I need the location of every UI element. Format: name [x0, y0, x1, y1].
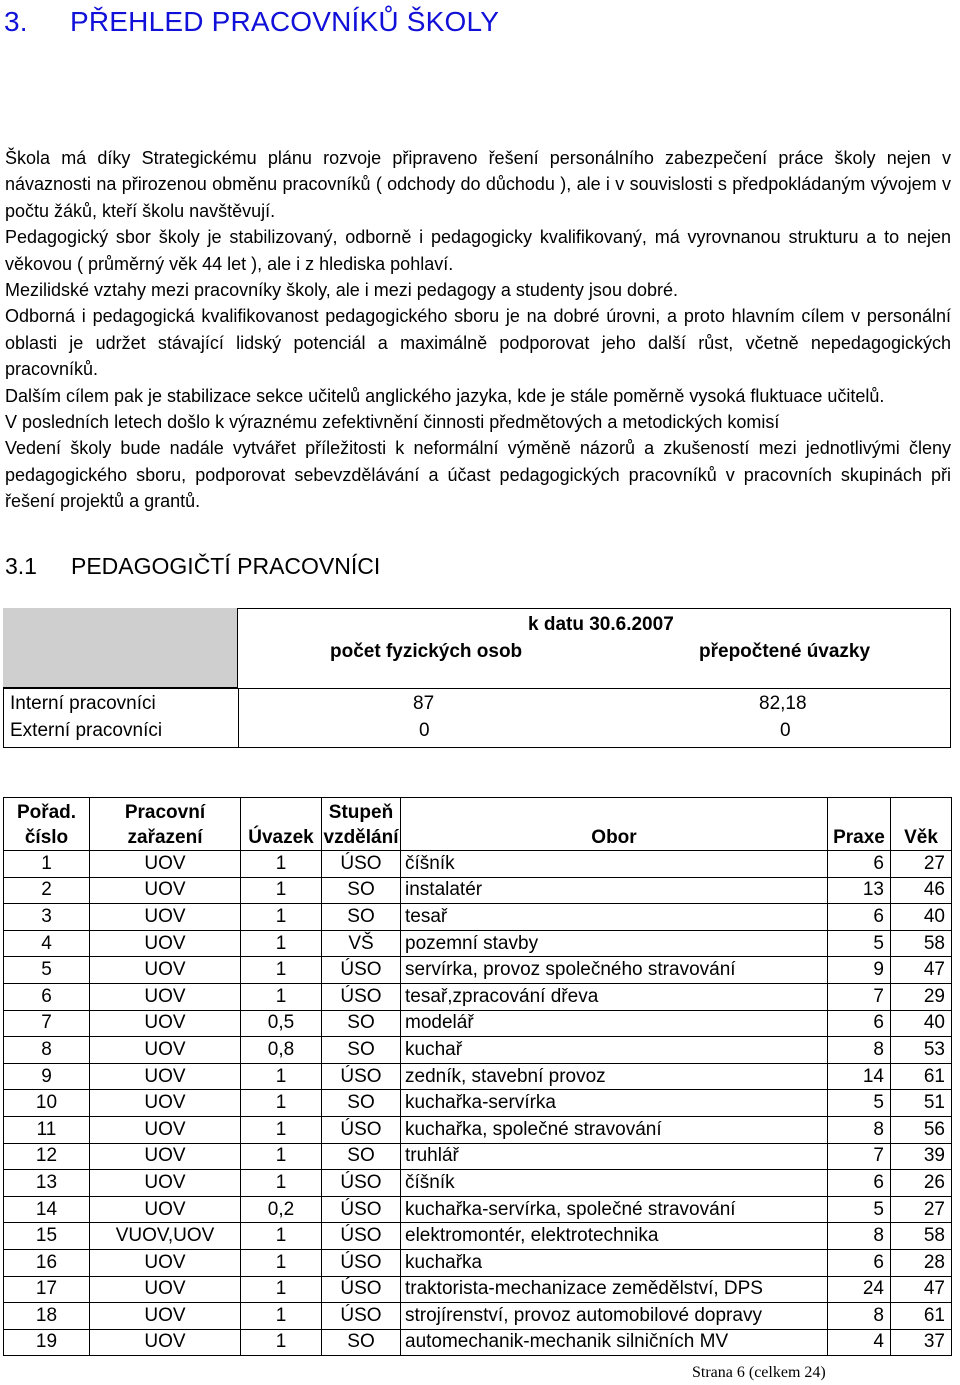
cell-position: UOV [90, 1143, 241, 1170]
table-row [4, 1170, 952, 1197]
cell-education: ÚSO [322, 1223, 401, 1250]
cell-education: VŠ [322, 930, 401, 957]
cell-field: pozemní stavby [401, 930, 828, 957]
table-row [4, 1329, 952, 1356]
cell-load: 1 [241, 1090, 322, 1117]
cell-field: elektromontér, elektrotechnika [401, 1223, 828, 1250]
cell-order: 7 [4, 1010, 90, 1037]
cell-order: 18 [4, 1303, 90, 1330]
cell-education: SO [322, 1010, 401, 1037]
cell-position: UOV [90, 1063, 241, 1090]
cell-practice: 6 [828, 851, 891, 878]
paragraph: Dalším cílem pak je stabilizace sekce učitelů anglického jazyka, kde je stále poměrně vysoká fluktuace učitelů. [5, 385, 885, 406]
cell-position: UOV [90, 1010, 241, 1037]
cell-education: ÚSO [322, 1196, 401, 1223]
cell-education: SO [322, 1090, 401, 1117]
cell-load: 1 [241, 1143, 322, 1170]
cell-education: SO [322, 1329, 401, 1356]
cell-age: 40 [891, 1010, 952, 1037]
table-row [4, 1116, 952, 1143]
cell-practice: 5 [828, 1196, 891, 1223]
cell-education: ÚSO [322, 1276, 401, 1303]
cell-age: 58 [891, 1223, 952, 1250]
cell-age: 53 [891, 1037, 952, 1064]
cell-position: UOV [90, 1116, 241, 1143]
cell-order: 1 [4, 851, 90, 878]
cell-order: 6 [4, 983, 90, 1010]
summary-divider [238, 688, 239, 748]
cell-practice: 6 [828, 1010, 891, 1037]
cell-age: 37 [891, 1329, 952, 1356]
cell-practice: 13 [828, 877, 891, 904]
table-row [4, 1143, 952, 1170]
cell-order: 16 [4, 1249, 90, 1276]
cell-age: 27 [891, 851, 952, 878]
col-header-education: Stupeň vzdělání [322, 798, 401, 851]
cell-load: 1 [241, 1329, 322, 1356]
cell-age: 27 [891, 1196, 952, 1223]
cell-load: 1 [241, 877, 322, 904]
cell-age: 39 [891, 1143, 952, 1170]
cell-order: 2 [4, 877, 90, 904]
cell-education: ÚSO [322, 851, 401, 878]
cell-education: ÚSO [322, 1063, 401, 1090]
table-row [4, 851, 952, 878]
paragraph: Pedagogický sbor školy je stabilizovaný, odborně i pedagogicky kvalifikovaný, má vyrovnanou strukturu a to nejen věkovou ( průměrný věk 44 let ), ale i z hlediska pohlaví. [5, 227, 951, 274]
summary-date-label: k datu 30.6.2007 [528, 614, 674, 635]
cell-age: 51 [891, 1090, 952, 1117]
paragraph: Škola má díky Strategickému plánu rozvoje připraveno řešení personálního zabezpečení práce školy nejen v návaznosti na přirozenou obměnu pracovníků ( odchody do důchodu ), ale i v souvislosti s předpokládaným vývojem v počtu žáků, kteří školu navštěvují. [5, 148, 951, 221]
summary-table [3, 608, 951, 748]
staff-table [3, 797, 952, 1356]
cell-age: 26 [891, 1170, 952, 1197]
cell-practice: 6 [828, 904, 891, 931]
subsection-number: 3.1 [5, 553, 37, 579]
cell-order: 17 [4, 1276, 90, 1303]
cell-field: instalatér [401, 877, 828, 904]
cell-position: UOV [90, 1329, 241, 1356]
table-row [4, 1249, 952, 1276]
section-title: PŘEHLED PRACOVNÍKŮ ŠKOLY [70, 6, 500, 37]
cell-load: 1 [241, 1170, 322, 1197]
cell-education: ÚSO [322, 1249, 401, 1276]
cell-field: tesař [401, 904, 828, 931]
cell-field: kuchařka-servírka, společné stravování [401, 1196, 828, 1223]
subsection-title: PEDAGOGIČTÍ PRACOVNÍCI [71, 553, 381, 579]
cell-field: tesař,zpracování dřeva [401, 983, 828, 1010]
table-row [4, 1090, 952, 1117]
cell-order: 11 [4, 1116, 90, 1143]
cell-position: UOV [90, 1090, 241, 1117]
col-header-order: Pořad. číslo [4, 798, 90, 851]
cell-practice: 6 [828, 1249, 891, 1276]
cell-practice: 8 [828, 1037, 891, 1064]
cell-practice: 5 [828, 1090, 891, 1117]
cell-education: ÚSO [322, 1303, 401, 1330]
cell-load: 1 [241, 957, 322, 984]
cell-practice: 5 [828, 930, 891, 957]
cell-load: 1 [241, 1249, 322, 1276]
cell-age: 61 [891, 1303, 952, 1330]
section-heading [4, 6, 499, 38]
cell-load: 0,2 [241, 1196, 322, 1223]
cell-education: SO [322, 1037, 401, 1064]
cell-load: 1 [241, 983, 322, 1010]
cell-load: 1 [241, 1303, 322, 1330]
table-row [4, 930, 952, 957]
cell-load: 0,5 [241, 1010, 322, 1037]
paragraph: Vedení školy bude nadále vytvářet příležitosti k neformální výměně názorů a zkušeností mezi jednotlivými členy pedagogického sboru, podporovat sebevzdělávání a účast pedagogických pracovníků v pracovních skupinách při řešení projektů a grantů. [5, 438, 951, 512]
cell-field: strojírenství, provoz automobilové dopravy [401, 1303, 828, 1330]
cell-education: SO [322, 1143, 401, 1170]
table-row [4, 877, 952, 904]
cell-education: ÚSO [322, 1116, 401, 1143]
cell-position: UOV [90, 1196, 241, 1223]
cell-age: 56 [891, 1116, 952, 1143]
summary-row-count: 0 [419, 720, 430, 741]
section-number: 3. [4, 6, 28, 37]
cell-order: 3 [4, 904, 90, 931]
cell-load: 0,8 [241, 1037, 322, 1064]
cell-age: 28 [891, 1249, 952, 1276]
cell-order: 5 [4, 957, 90, 984]
subsection-heading [5, 553, 380, 580]
cell-field: traktorista-mechanizace zemědělství, DPS [401, 1276, 828, 1303]
cell-field: modelář [401, 1010, 828, 1037]
cell-age: 47 [891, 1276, 952, 1303]
cell-field: kuchařka [401, 1249, 828, 1276]
cell-position: UOV [90, 904, 241, 931]
cell-order: 8 [4, 1037, 90, 1064]
paragraph: V posledních letech došlo k výraznému zefektivnění činnosti předmětových a metodických komisí [5, 412, 780, 433]
summary-row-label: Interní pracovníci [10, 693, 156, 714]
cell-field: kuchař [401, 1037, 828, 1064]
paragraph: Odborná i pedagogická kvalifikovanost pedagogického sboru je na dobré úrovni, a proto hlavním cílem v personální oblasti je udržet stávající lidský potenciál a maximálně podporovat jeho další růst, včetně nepedagogických pracovníků. [5, 306, 951, 380]
cell-practice: 8 [828, 1223, 891, 1250]
table-row [4, 904, 952, 931]
cell-field: číšník [401, 1170, 828, 1197]
cell-field: servírka, provoz společného stravování [401, 957, 828, 984]
paragraph: Mezilidské vztahy mezi pracovníky školy, ale i mezi pedagogy a studenty jsou dobré. [5, 280, 678, 301]
cell-field: truhlář [401, 1143, 828, 1170]
summary-divider [3, 688, 951, 689]
cell-order: 14 [4, 1196, 90, 1223]
col-header-position: Pracovní zařazení [90, 798, 241, 851]
cell-education: SO [322, 877, 401, 904]
col-header-age: Věk [891, 798, 952, 851]
cell-order: 9 [4, 1063, 90, 1090]
cell-position: UOV [90, 851, 241, 878]
cell-position: UOV [90, 1276, 241, 1303]
cell-position: UOV [90, 957, 241, 984]
cell-order: 19 [4, 1329, 90, 1356]
cell-age: 47 [891, 957, 952, 984]
cell-practice: 8 [828, 1116, 891, 1143]
col-header-practice: Praxe [828, 798, 891, 851]
table-row [4, 983, 952, 1010]
cell-field: číšník [401, 851, 828, 878]
summary-col-header-count: počet fyzických osob [330, 641, 523, 662]
cell-practice: 7 [828, 983, 891, 1010]
cell-order: 13 [4, 1170, 90, 1197]
summary-row-count: 87 [413, 693, 435, 714]
summary-row-fte: 0 [780, 720, 791, 741]
cell-practice: 9 [828, 957, 891, 984]
cell-position: UOV [90, 1303, 241, 1330]
summary-corner-cell [3, 608, 238, 688]
table-row [4, 1010, 952, 1037]
cell-field: kuchařka-servírka [401, 1090, 828, 1117]
cell-load: 1 [241, 1063, 322, 1090]
cell-field: kuchařka, společné stravování [401, 1116, 828, 1143]
col-header-field: Obor [401, 798, 828, 851]
table-row [4, 957, 952, 984]
cell-education: SO [322, 904, 401, 931]
cell-practice: 7 [828, 1143, 891, 1170]
table-row [4, 1276, 952, 1303]
summary-col-header-fte: přepočtené úvazky [699, 641, 871, 662]
cell-field: automechanik-mechanik silničních MV [401, 1329, 828, 1356]
cell-order: 4 [4, 930, 90, 957]
cell-education: ÚSO [322, 1170, 401, 1197]
cell-education: ÚSO [322, 957, 401, 984]
cell-practice: 4 [828, 1329, 891, 1356]
table-header-row [4, 798, 952, 851]
table-row [4, 1303, 952, 1330]
page-footer: Strana 6 (celkem 24) [692, 1364, 826, 1381]
col-header-load: Úvazek [241, 798, 322, 851]
cell-age: 29 [891, 983, 952, 1010]
cell-position: UOV [90, 983, 241, 1010]
cell-age: 46 [891, 877, 952, 904]
summary-row-fte: 82,18 [759, 693, 807, 714]
summary-row-label: Externí pracovníci [10, 720, 163, 741]
cell-position: UOV [90, 1037, 241, 1064]
cell-load: 1 [241, 851, 322, 878]
cell-education: ÚSO [322, 983, 401, 1010]
cell-load: 1 [241, 1116, 322, 1143]
table-row [4, 1037, 952, 1064]
cell-field: zedník, stavební provoz [401, 1063, 828, 1090]
cell-order: 12 [4, 1143, 90, 1170]
cell-age: 40 [891, 904, 952, 931]
cell-age: 58 [891, 930, 952, 957]
cell-position: UOV [90, 930, 241, 957]
cell-practice: 8 [828, 1303, 891, 1330]
cell-age: 61 [891, 1063, 952, 1090]
cell-load: 1 [241, 1276, 322, 1303]
cell-load: 1 [241, 1223, 322, 1250]
table-row [4, 1196, 952, 1223]
intro-text [5, 145, 951, 515]
cell-order: 15 [4, 1223, 90, 1250]
cell-position: UOV [90, 1170, 241, 1197]
cell-load: 1 [241, 930, 322, 957]
cell-position: UOV [90, 1249, 241, 1276]
cell-load: 1 [241, 904, 322, 931]
cell-position: VUOV,UOV [90, 1223, 241, 1250]
cell-order: 10 [4, 1090, 90, 1117]
cell-practice: 24 [828, 1276, 891, 1303]
table-body [4, 851, 952, 1356]
table-row [4, 1223, 952, 1250]
cell-practice: 6 [828, 1170, 891, 1197]
cell-position: UOV [90, 877, 241, 904]
table-row [4, 1063, 952, 1090]
cell-practice: 14 [828, 1063, 891, 1090]
